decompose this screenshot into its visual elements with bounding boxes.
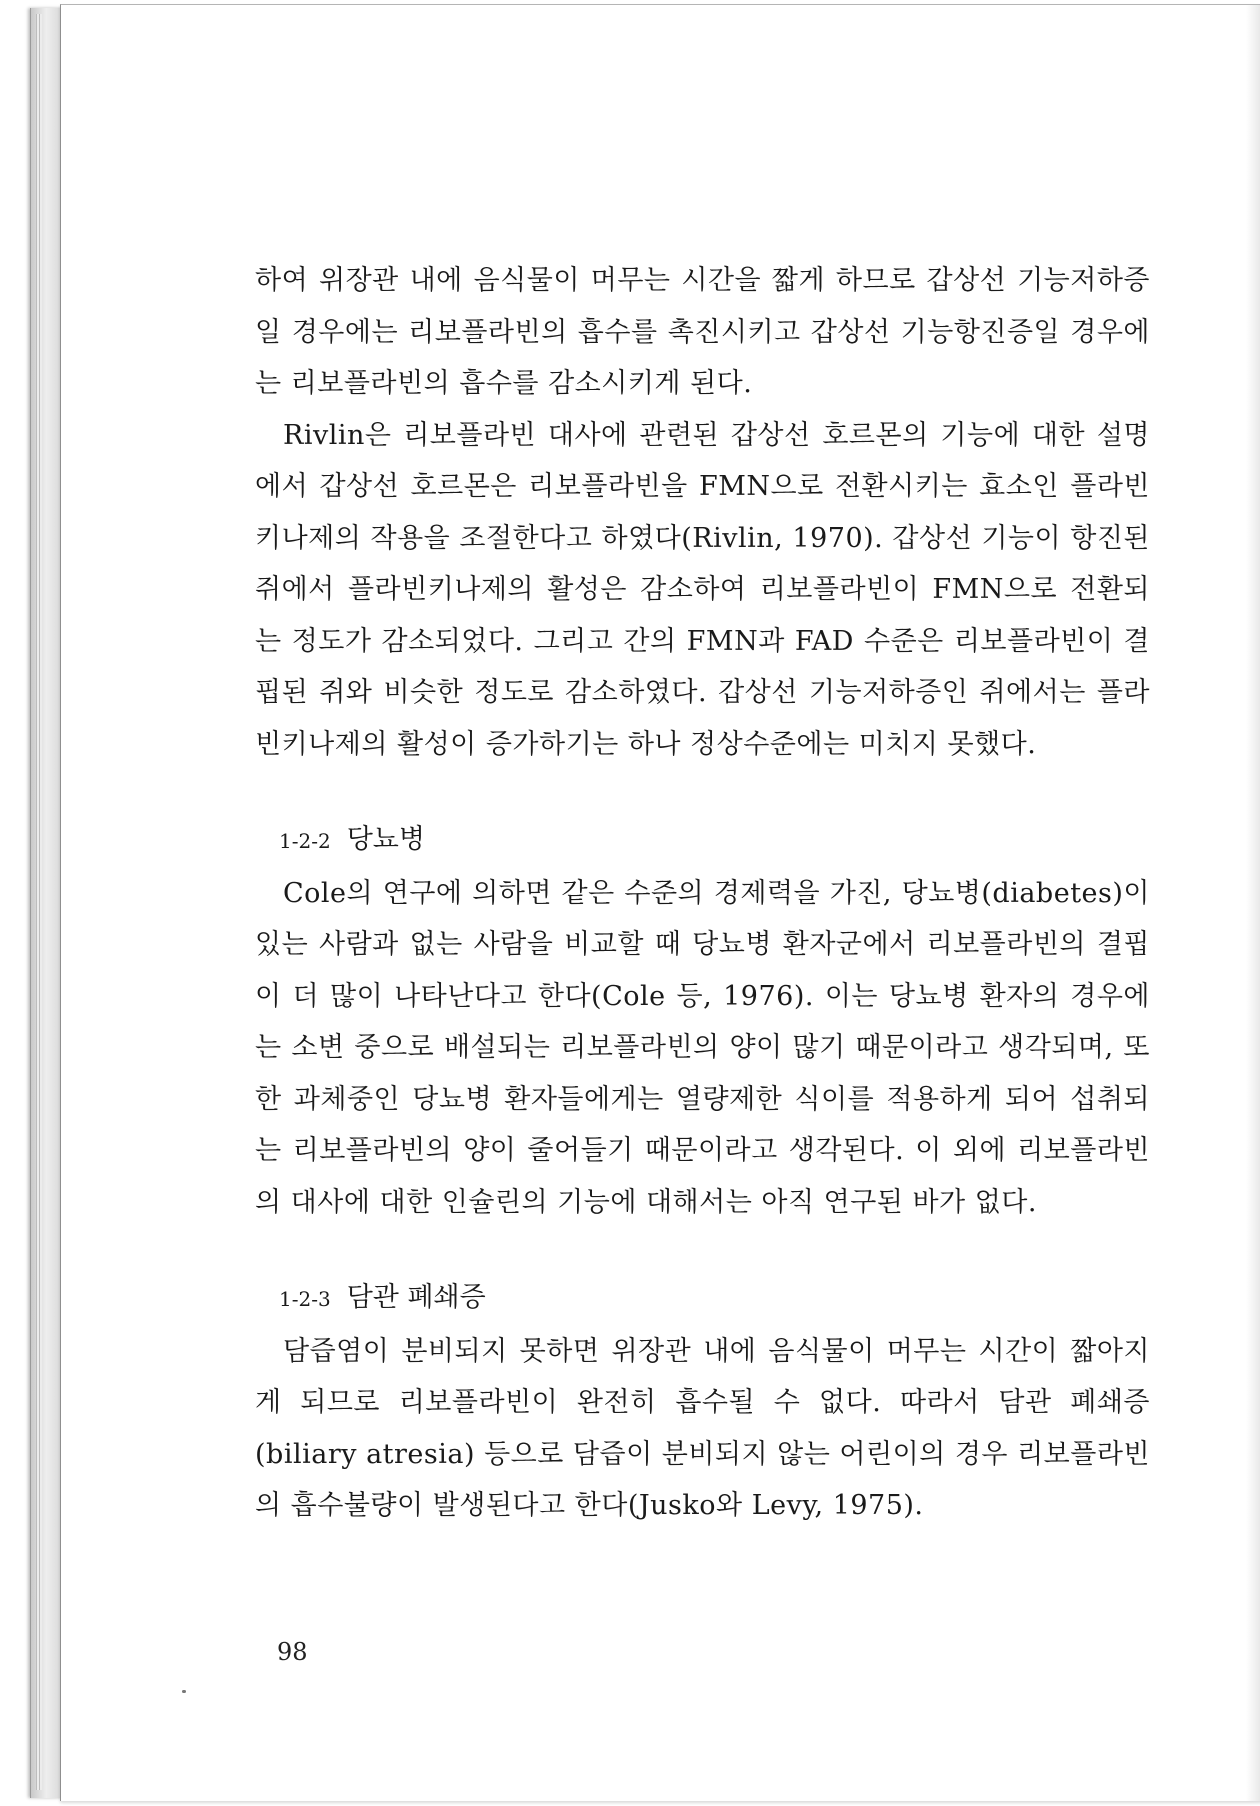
section-heading-biliary bbox=[255, 1272, 1150, 1326]
intro-paragraph-2: Rivlin은 리보플라빈 대사에 관련된 갑상선 호르몬의 기능에 대한 설명에서 갑상선 호르몬은 리보플라빈을 FMN으로 전환시키는 효소인 플라빈키나제의 작용을 조절한다고 하였다(Rivlin, 1970). 갑상선 기능이 항진된 쥐에서 플라빈키나제의 활성은 감소하여 리보플라빈이 FMN으로 전환되는 정도가 감소되었다. 그리고 간의 FMN과 FAD 수준은 리보플라빈이 결핍된 쥐와 비슷한 정도로 감소하였다. 갑상선 기능저하증인 쥐에서는 플라빈키나제의 활성이 증가하기는 하나 정상수준에는 미치지 못했다. bbox=[255, 419, 1150, 760]
section-gap bbox=[255, 770, 1150, 814]
section-gap bbox=[255, 1228, 1150, 1272]
scan-speck bbox=[182, 1690, 186, 1693]
biliary-paragraph: 담즙염이 분비되지 못하면 위장관 내에 음식물이 머무는 시간이 짧아지게 되므로 리보플라빈이 완전히 흡수될 수 없다. 따라서 담관 폐쇄증(biliary atresia) 등으로 담즙이 분비되지 않는 어린이의 경우 리보플라빈의 흡수불량이 발생된다고 한다(Jusko와 Levy, 1975). bbox=[255, 1335, 1150, 1521]
section-number: 1-2-2 bbox=[279, 829, 331, 853]
section-title: 담관 폐쇄증 bbox=[346, 1282, 486, 1313]
page-curl-shade bbox=[1246, 5, 1260, 1801]
page-number: 98 bbox=[277, 1638, 308, 1666]
page-stack-edge bbox=[36, 14, 42, 1790]
section-title: 당뇨병 bbox=[346, 824, 425, 855]
page-body bbox=[255, 255, 1150, 1532]
intro-paragraph-1: 하여 위장관 내에 음식물이 머무는 시간을 짧게 하므로 갑상선 기능저하증일 경우에는 리보플라빈의 흡수를 촉진시키고 갑상선 기능항진증일 경우에는 리보플라빈의 흡수를 감소시키게 된다. bbox=[255, 265, 1150, 399]
section-number: 1-2-3 bbox=[279, 1287, 331, 1311]
section-heading-diabetes bbox=[255, 814, 1150, 868]
diabetes-paragraph: Cole의 연구에 의하면 같은 수준의 경제력을 가진, 당뇨병(diabetes)이 있는 사람과 없는 사람을 비교할 때 당뇨병 환자군에서 리보플라빈의 결핍이 더 많이 나타난다고 한다(Cole 등, 1976). 이는 당뇨병 환자의 경우에는 소변 중으로 배설되는 리보플라빈의 양이 많기 때문이라고 생각되며, 또한 과체중인 당뇨병 환자들에게는 열량제한 식이를 적용하게 되어 섭취되는 리보플라빈의 양이 줄어들기 때문이라고 생각된다. 이 외에 리보플라빈의 대사에 대한 인슐린의 기능에 대해서는 아직 연구된 바가 없다. bbox=[255, 877, 1150, 1218]
